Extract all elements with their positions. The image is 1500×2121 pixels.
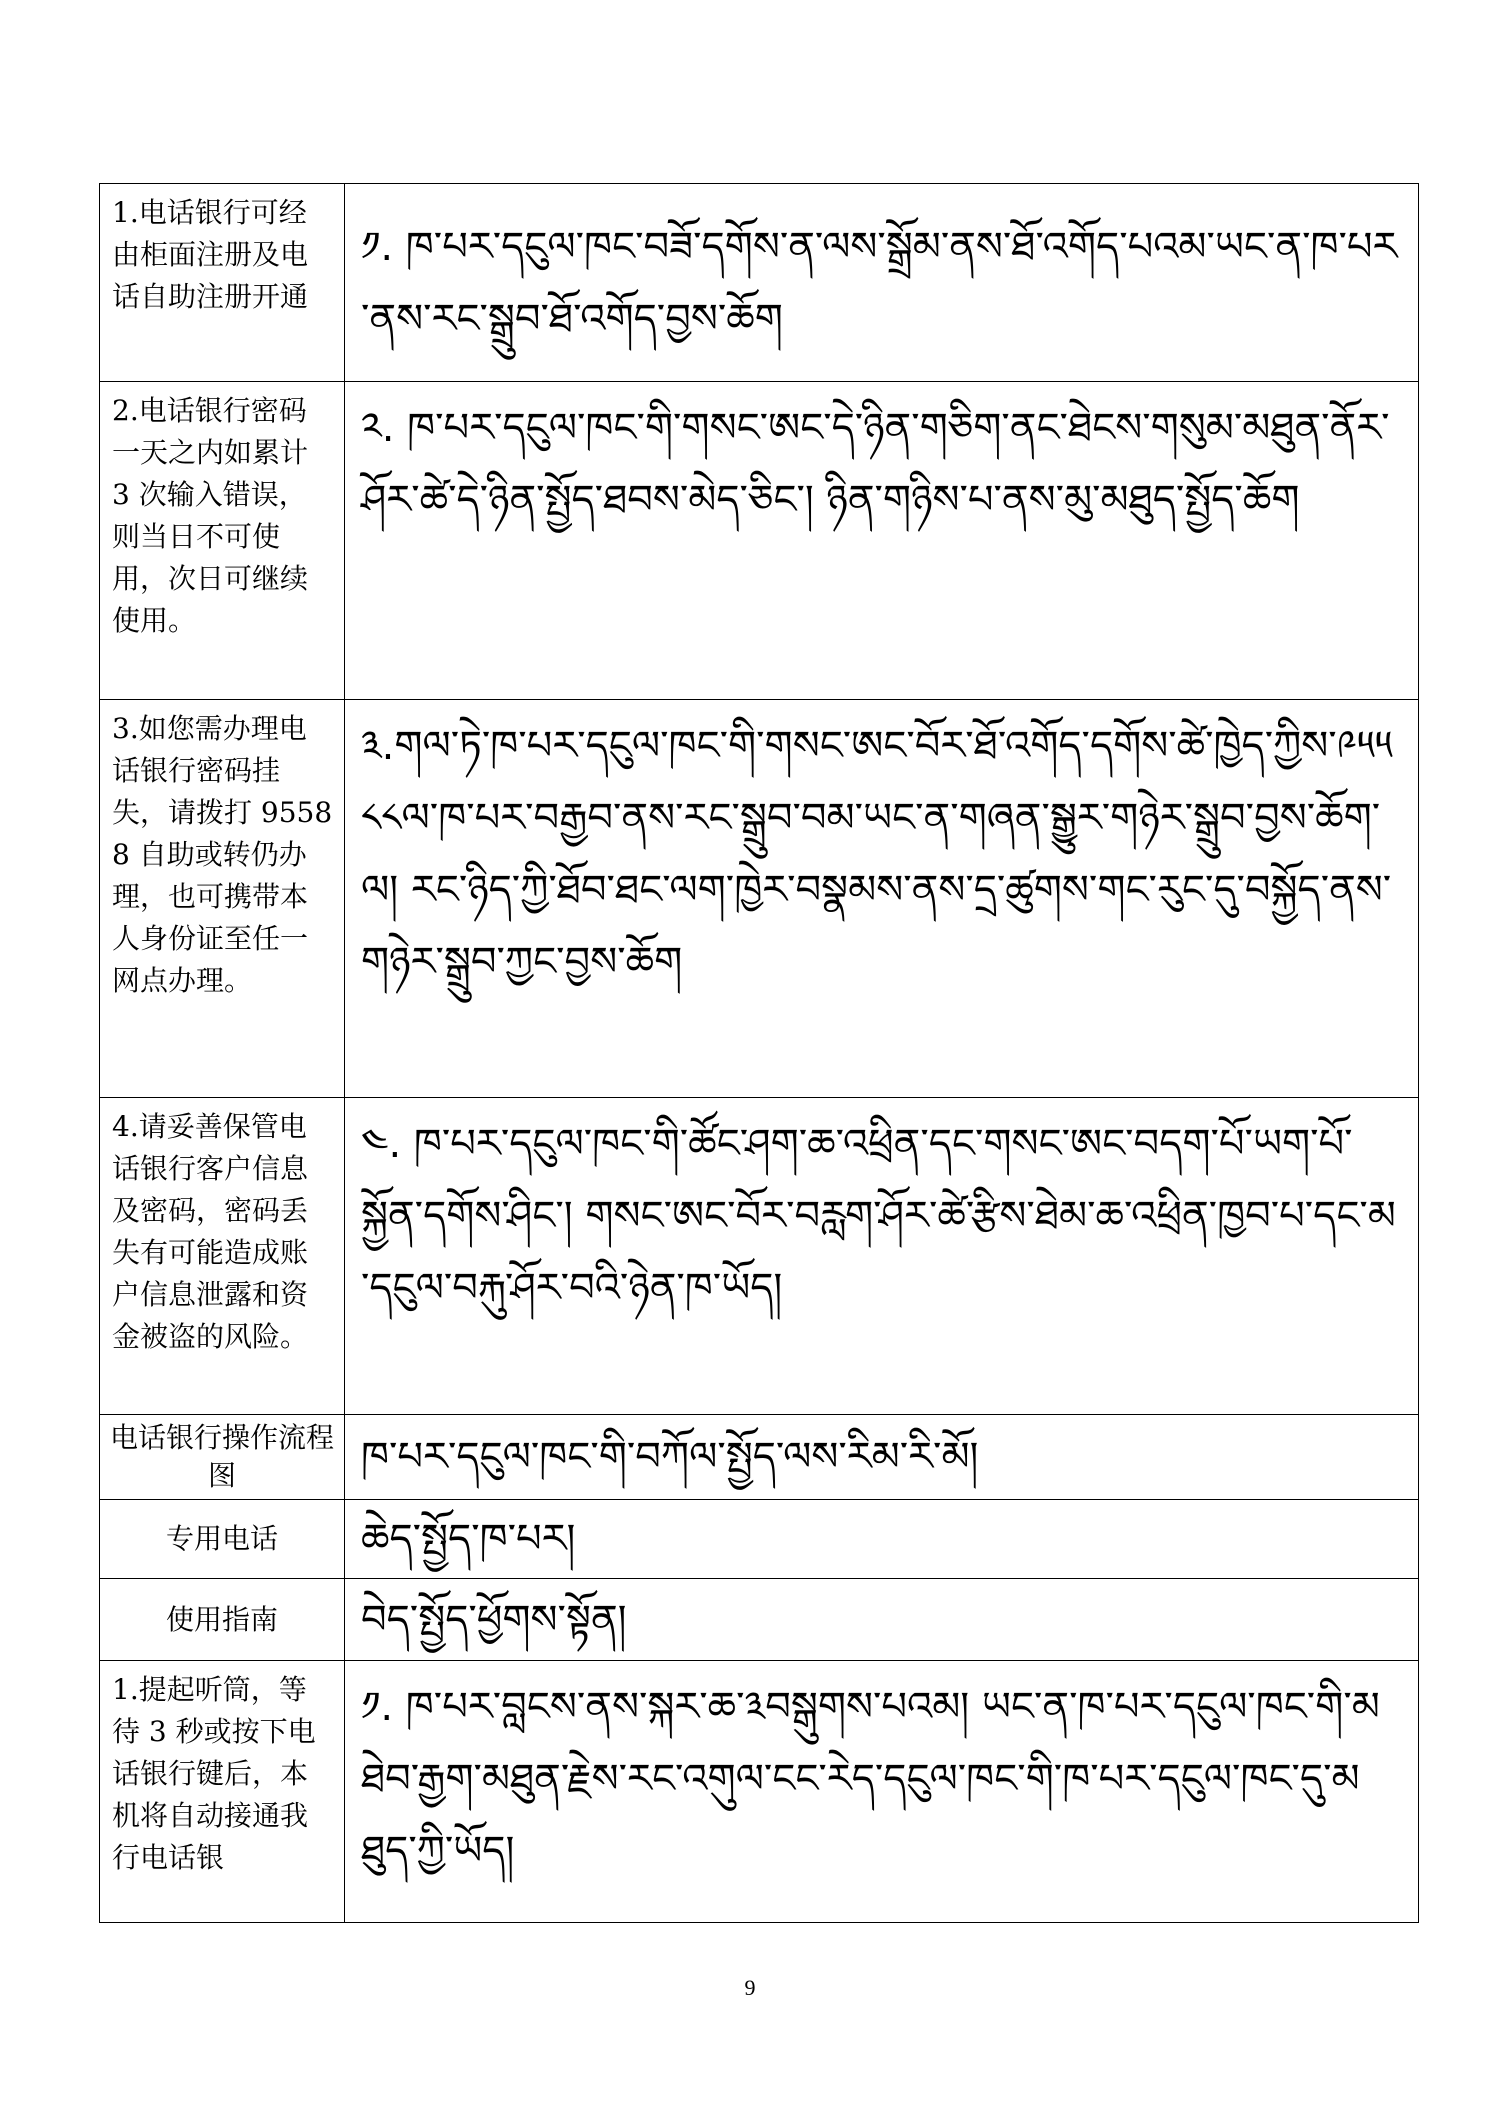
table-row	[100, 1500, 1419, 1579]
chinese-cell: 1.电话银行可经由柜面注册及电话自助注册开通	[100, 184, 345, 382]
content-table	[99, 183, 1419, 1923]
table-row	[100, 1661, 1419, 1923]
chinese-cell: 2.电话银行密码一天之内如累计 3 次输入错误，则当日不可使用，次日可继续使用。	[100, 382, 345, 700]
table-row	[100, 1415, 1419, 1500]
table-row	[100, 382, 1419, 700]
table-row	[100, 700, 1419, 1098]
chinese-cell: 3.如您需办理电话银行密码挂失，请拨打 95588 自助或转仍办理，也可携带本人身份证至任一网点办理。	[100, 700, 345, 1098]
chinese-cell: 使用指南	[100, 1579, 345, 1661]
tibetan-cell: བེད་སྤྱོད་ཕྱོགས་སྟོན།	[345, 1579, 1419, 1661]
tibetan-cell: ༡. ཁ་པར་དངུལ་ཁང་བཟོ་དགོས་ན་ལས་སྒྲོམ་ནས་ཐོ་འགོད་པའམ་ཡང་ན་ཁ་པར་ནས་རང་སྒྲུབ་ཐོ་འགོད་བྱས་ཆོག	[345, 184, 1419, 382]
tibetan-cell: ༡. ཁ་པར་བླངས་ནས་སྐར་ཆ་༣བསྒུགས་པའམ། ཡང་ན་ཁ་པར་དངུལ་ཁང་གི་མཐེབ་རྒྱག་མཐུན་རྗེས་རང་འགུལ་ངང་རེད་དངུལ་ཁང་གི་ཁ་པར་དངུལ་ཁང་དུ་མཐུད་ཀྱི་ཡོད།	[345, 1661, 1419, 1923]
chinese-cell: 电话银行操作流程图	[100, 1415, 345, 1500]
tibetan-cell: ༤. ཁ་པར་དངུལ་ཁང་གི་ཚོང་ཤག་ཆ་འཕྲིན་དང་གསང་ཨང་བདག་པོ་ཡག་པོ་སྐྱོན་དགོས་ཤིང་། གསང་ཨང་བོར་བརླག་ཤོར་ཚེ་རྩིས་ཐེམ་ཆ་འཕྲིན་ཁྱབ་པ་དང་མ་དངུལ་བརྐུ་ཤོར་བའི་ཉེན་ཁ་ཡོད།	[345, 1098, 1419, 1415]
table-row	[100, 1098, 1419, 1415]
tibetan-cell: ཆེད་སྤྱོད་ཁ་པར།	[345, 1500, 1419, 1579]
table-row	[100, 184, 1419, 382]
chinese-cell: 4.请妥善保管电话银行客户信息及密码，密码丢失有可能造成账户信息泄露和资金被盗的风险。	[100, 1098, 345, 1415]
tibetan-cell: ཁ་པར་དངུལ་ཁང་གི་བཀོལ་སྤྱོད་ལས་རིམ་རི་མོ།	[345, 1415, 1419, 1500]
chinese-cell: 专用电话	[100, 1500, 345, 1579]
table-row	[100, 1579, 1419, 1661]
tibetan-cell: ༢. ཁ་པར་དངུལ་ཁང་གི་གསང་ཨང་དེ་ཉིན་གཅིག་ནང་ཐེངས་གསུམ་མཐུན་ནོར་ཤོར་ཚེ་དེ་ཉིན་སྤྱོད་ཐབས་མེད་ཅིང་། ཉིན་གཉིས་པ་ནས་མུ་མཐུད་སྤྱོད་ཆོག	[345, 382, 1419, 700]
tibetan-cell: ༣.གལ་ཏེ་ཁ་པར་དངུལ་ཁང་གི་གསང་ཨང་བོར་ཐོ་འགོད་དགོས་ཚེ་ཁྱེད་ཀྱིས་༩༥༥༨༨ལ་ཁ་པར་བརྒྱབ་ནས་རང་སྒྲུབ་བམ་ཡང་ན་གཞན་སྒྱུར་གཉེར་སྒྲུབ་བྱས་ཆོག་ལ། རང་ཉིད་ཀྱི་ཐོབ་ཐང་ལག་ཁྱེར་བསྣམས་ནས་དྲ་ཚུགས་གང་རུང་དུ་བསྐྱོད་ནས་གཉེར་སྒྲུབ་ཀྱང་བྱས་ཆོག	[345, 700, 1419, 1098]
chinese-cell: 1.提起听筒，等待 3 秒或按下电话银行键后，本机将自动接通我行电话银	[100, 1661, 345, 1923]
page-number: 9	[744, 1975, 756, 2000]
